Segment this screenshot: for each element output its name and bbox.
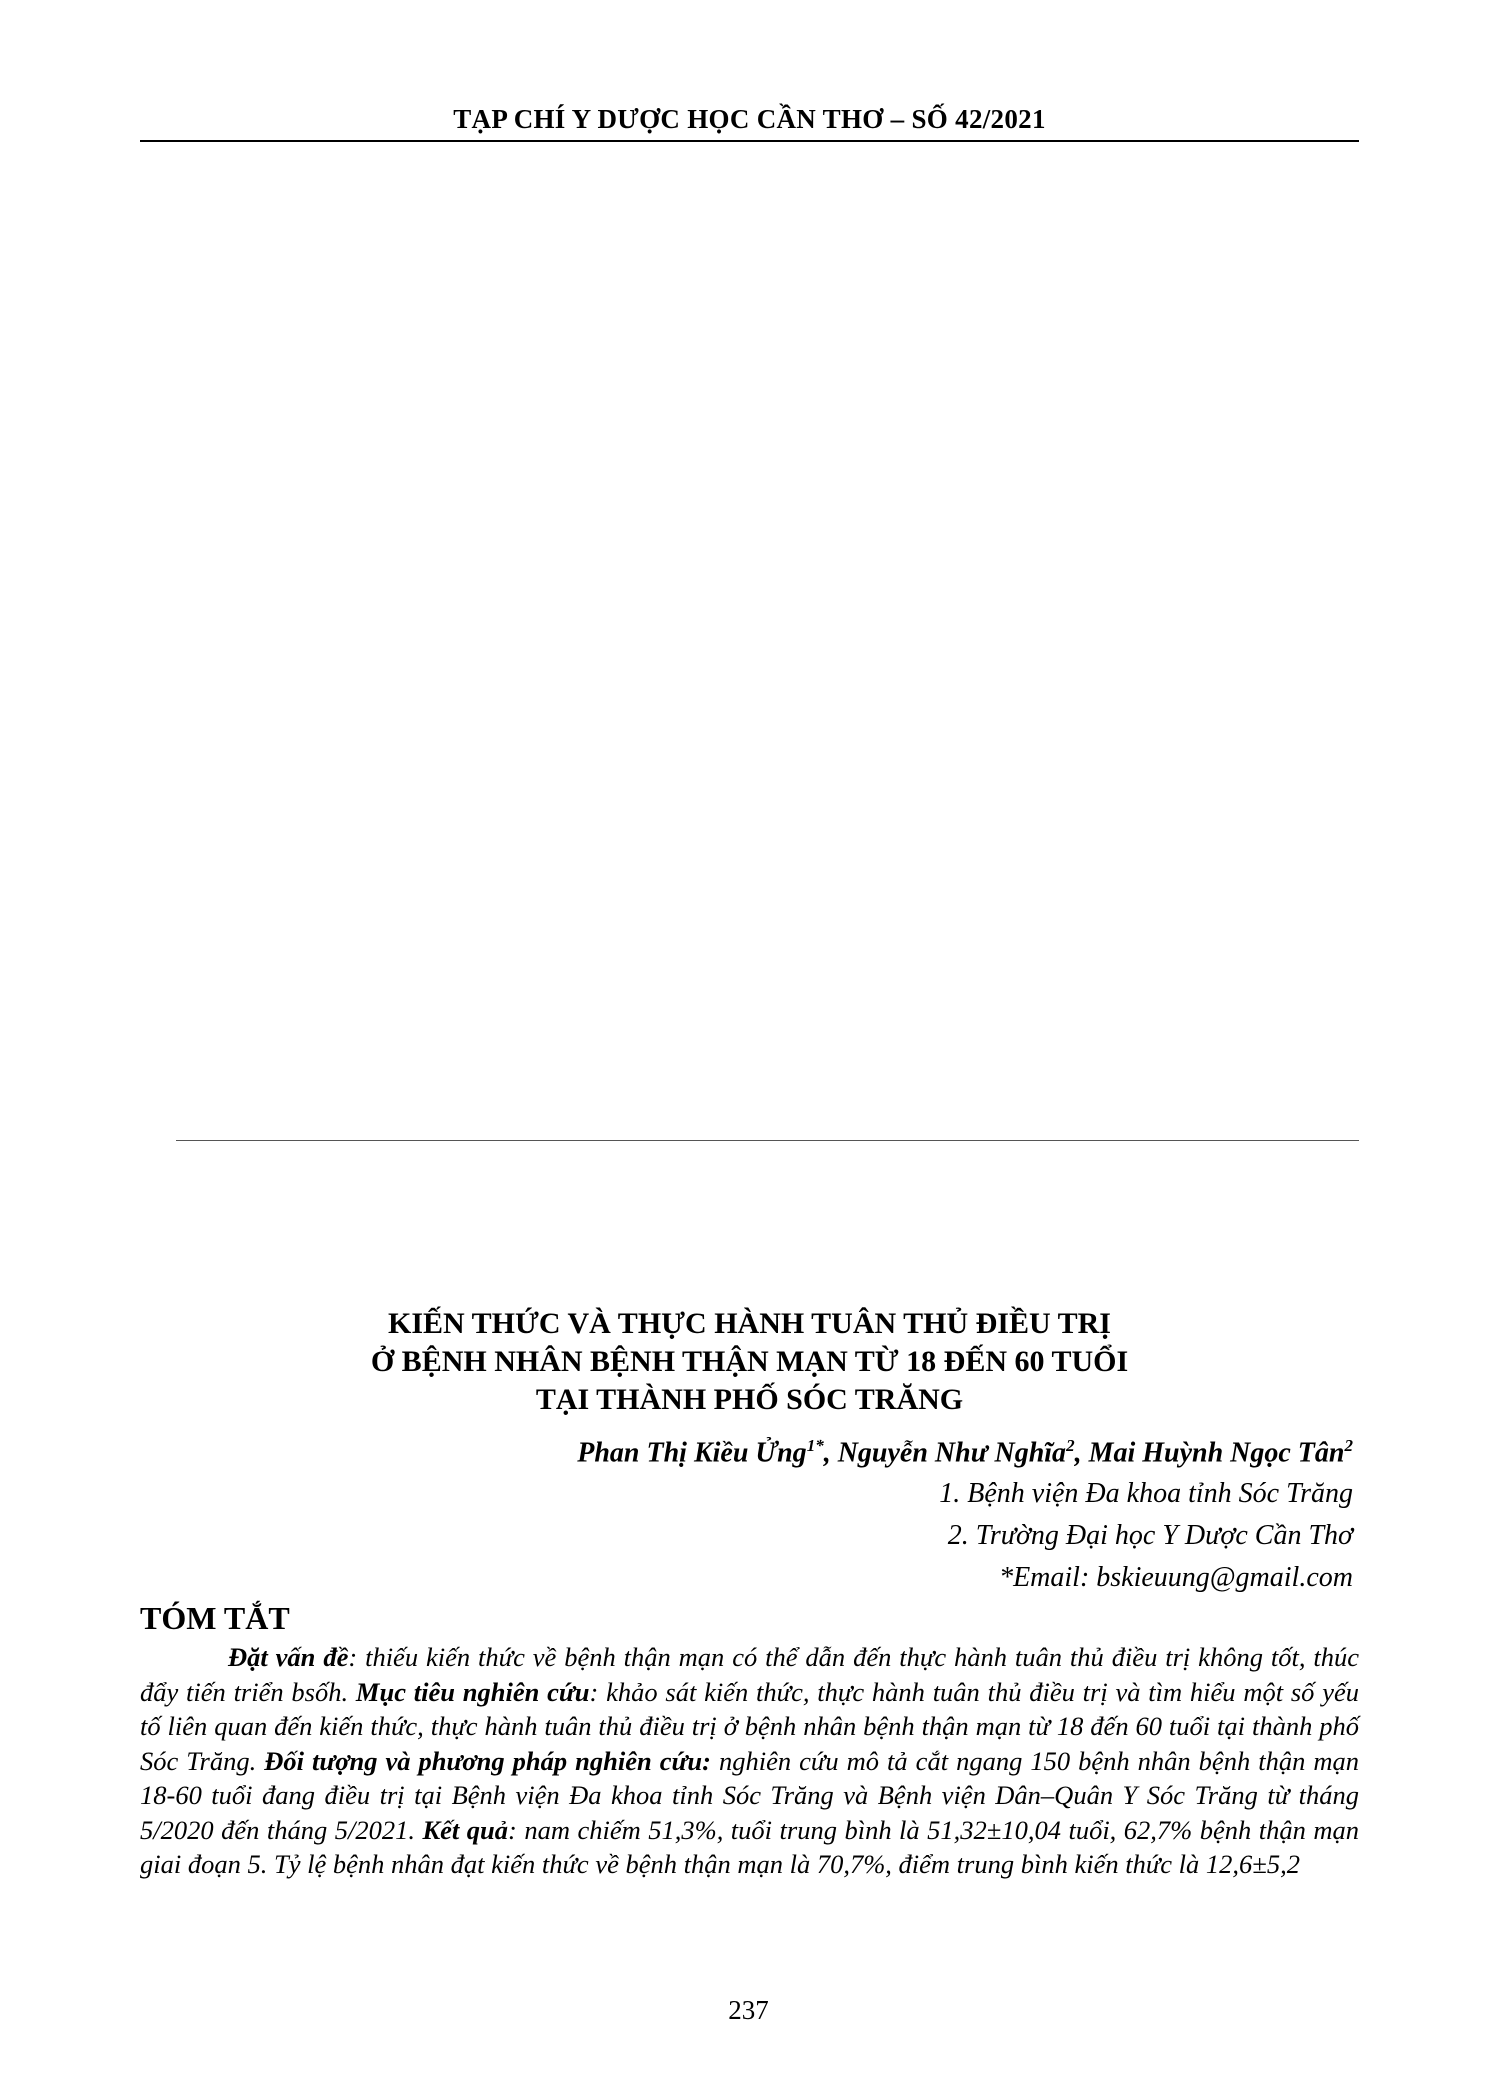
author-affiliation-mark: 2 <box>1344 1436 1353 1455</box>
author-affiliation-mark: 1* <box>806 1436 824 1455</box>
text-objective: : khảo sát kiến thức, thực hành tuân thủ điều trị và tìm hiểu một số yếu tố liên quan đến kiến thức, thực hành tuân thủ điều trị ở bệnh nhân bệnh thận mạn từ 18 đến 60 tuổi tại thành phố Sóc Trăng. <box>140 1676 1359 1776</box>
title-line-3: TẠI THÀNH PHỐ SÓC TRĂNG <box>535 1383 964 1416</box>
author-list: Phan Thị Kiều Ửng$^{1*}$, Nguyễn Như Nghĩa$^2$, Mai Huỳnh Ngọc Tân$^2$ <box>577 1436 1353 1469</box>
page-number: 237 <box>728 1995 769 2025</box>
affiliation-1: 1. Bệnh viện Đa khoa tỉnh Sóc Trăng <box>939 1478 1353 1509</box>
author-affiliation-mark: 2 <box>1066 1436 1075 1455</box>
title-line-1: KIẾN THỨC VÀ THỰC HÀNH TUÂN THỦ ĐIỀU TRỊ <box>388 1307 1111 1340</box>
text-results: : nam chiếm 51,3%, tuổi trung bình là 51,32±10,04 tuổi, 62,7% bệnh thận mạn giai đoạn 5. Tỷ lệ bệnh nhân đạt kiến thức về bệnh thận mạn là 70,7%, điểm trung bình kiến thức là 12,6±5,2 <box>140 1814 1360 1879</box>
journal-header: TẠP CHÍ Y DƯỢC HỌC CẦN THƠ – SỐ 42/2021 <box>453 104 1046 134</box>
text-methods: nghiên cứu mô tả cắt ngang 150 bệnh nhân bệnh thận mạn 18-60 tuổi đang điều trị tại Bệnh viện Đa khoa tỉnh Sóc Trăng và Bệnh viện Dân–Quân Y Sóc Trăng từ tháng 5/2020 đến tháng 5/2021. <box>140 1745 1359 1845</box>
article-title <box>140 1305 1359 1419</box>
author-name: Phan Thị Kiều Ửng <box>577 1437 807 1469</box>
label-background: Đặt vấn đề <box>228 1642 349 1672</box>
abstract-paragraph <box>140 1640 1359 1882</box>
section-divider <box>176 1140 1359 1141</box>
label-results: Kết quả <box>422 1814 509 1845</box>
header-rule <box>140 140 1359 142</box>
affiliation-2: 2. Trường Đại học Y Dược Cần Thơ <box>947 1520 1353 1551</box>
text-background: : thiếu kiến thức về bệnh thận mạn có thể dẫn đến thực hành tuân thủ điều trị không tốt, thúc đẩy tiến triển bsốh. <box>140 1642 1359 1707</box>
label-objective: Mục tiêu nghiên cứu <box>355 1676 590 1707</box>
author-name: Mai Huỳnh Ngọc Tân <box>1088 1437 1345 1469</box>
abstract-body <box>140 1640 1359 1882</box>
contact-email: *Email: bskieuung@gmail.com <box>999 1562 1353 1593</box>
title-line-2: Ở BỆNH NHÂN BỆNH THẬN MẠN TỪ 18 ĐẾN 60 TUỔI <box>370 1345 1129 1378</box>
label-methods: Đối tượng và phương pháp nghiên cứu: <box>264 1745 711 1776</box>
author-name: Nguyễn Như Nghĩa <box>837 1437 1067 1469</box>
abstract-heading: TÓM TẮT <box>140 1600 290 1636</box>
